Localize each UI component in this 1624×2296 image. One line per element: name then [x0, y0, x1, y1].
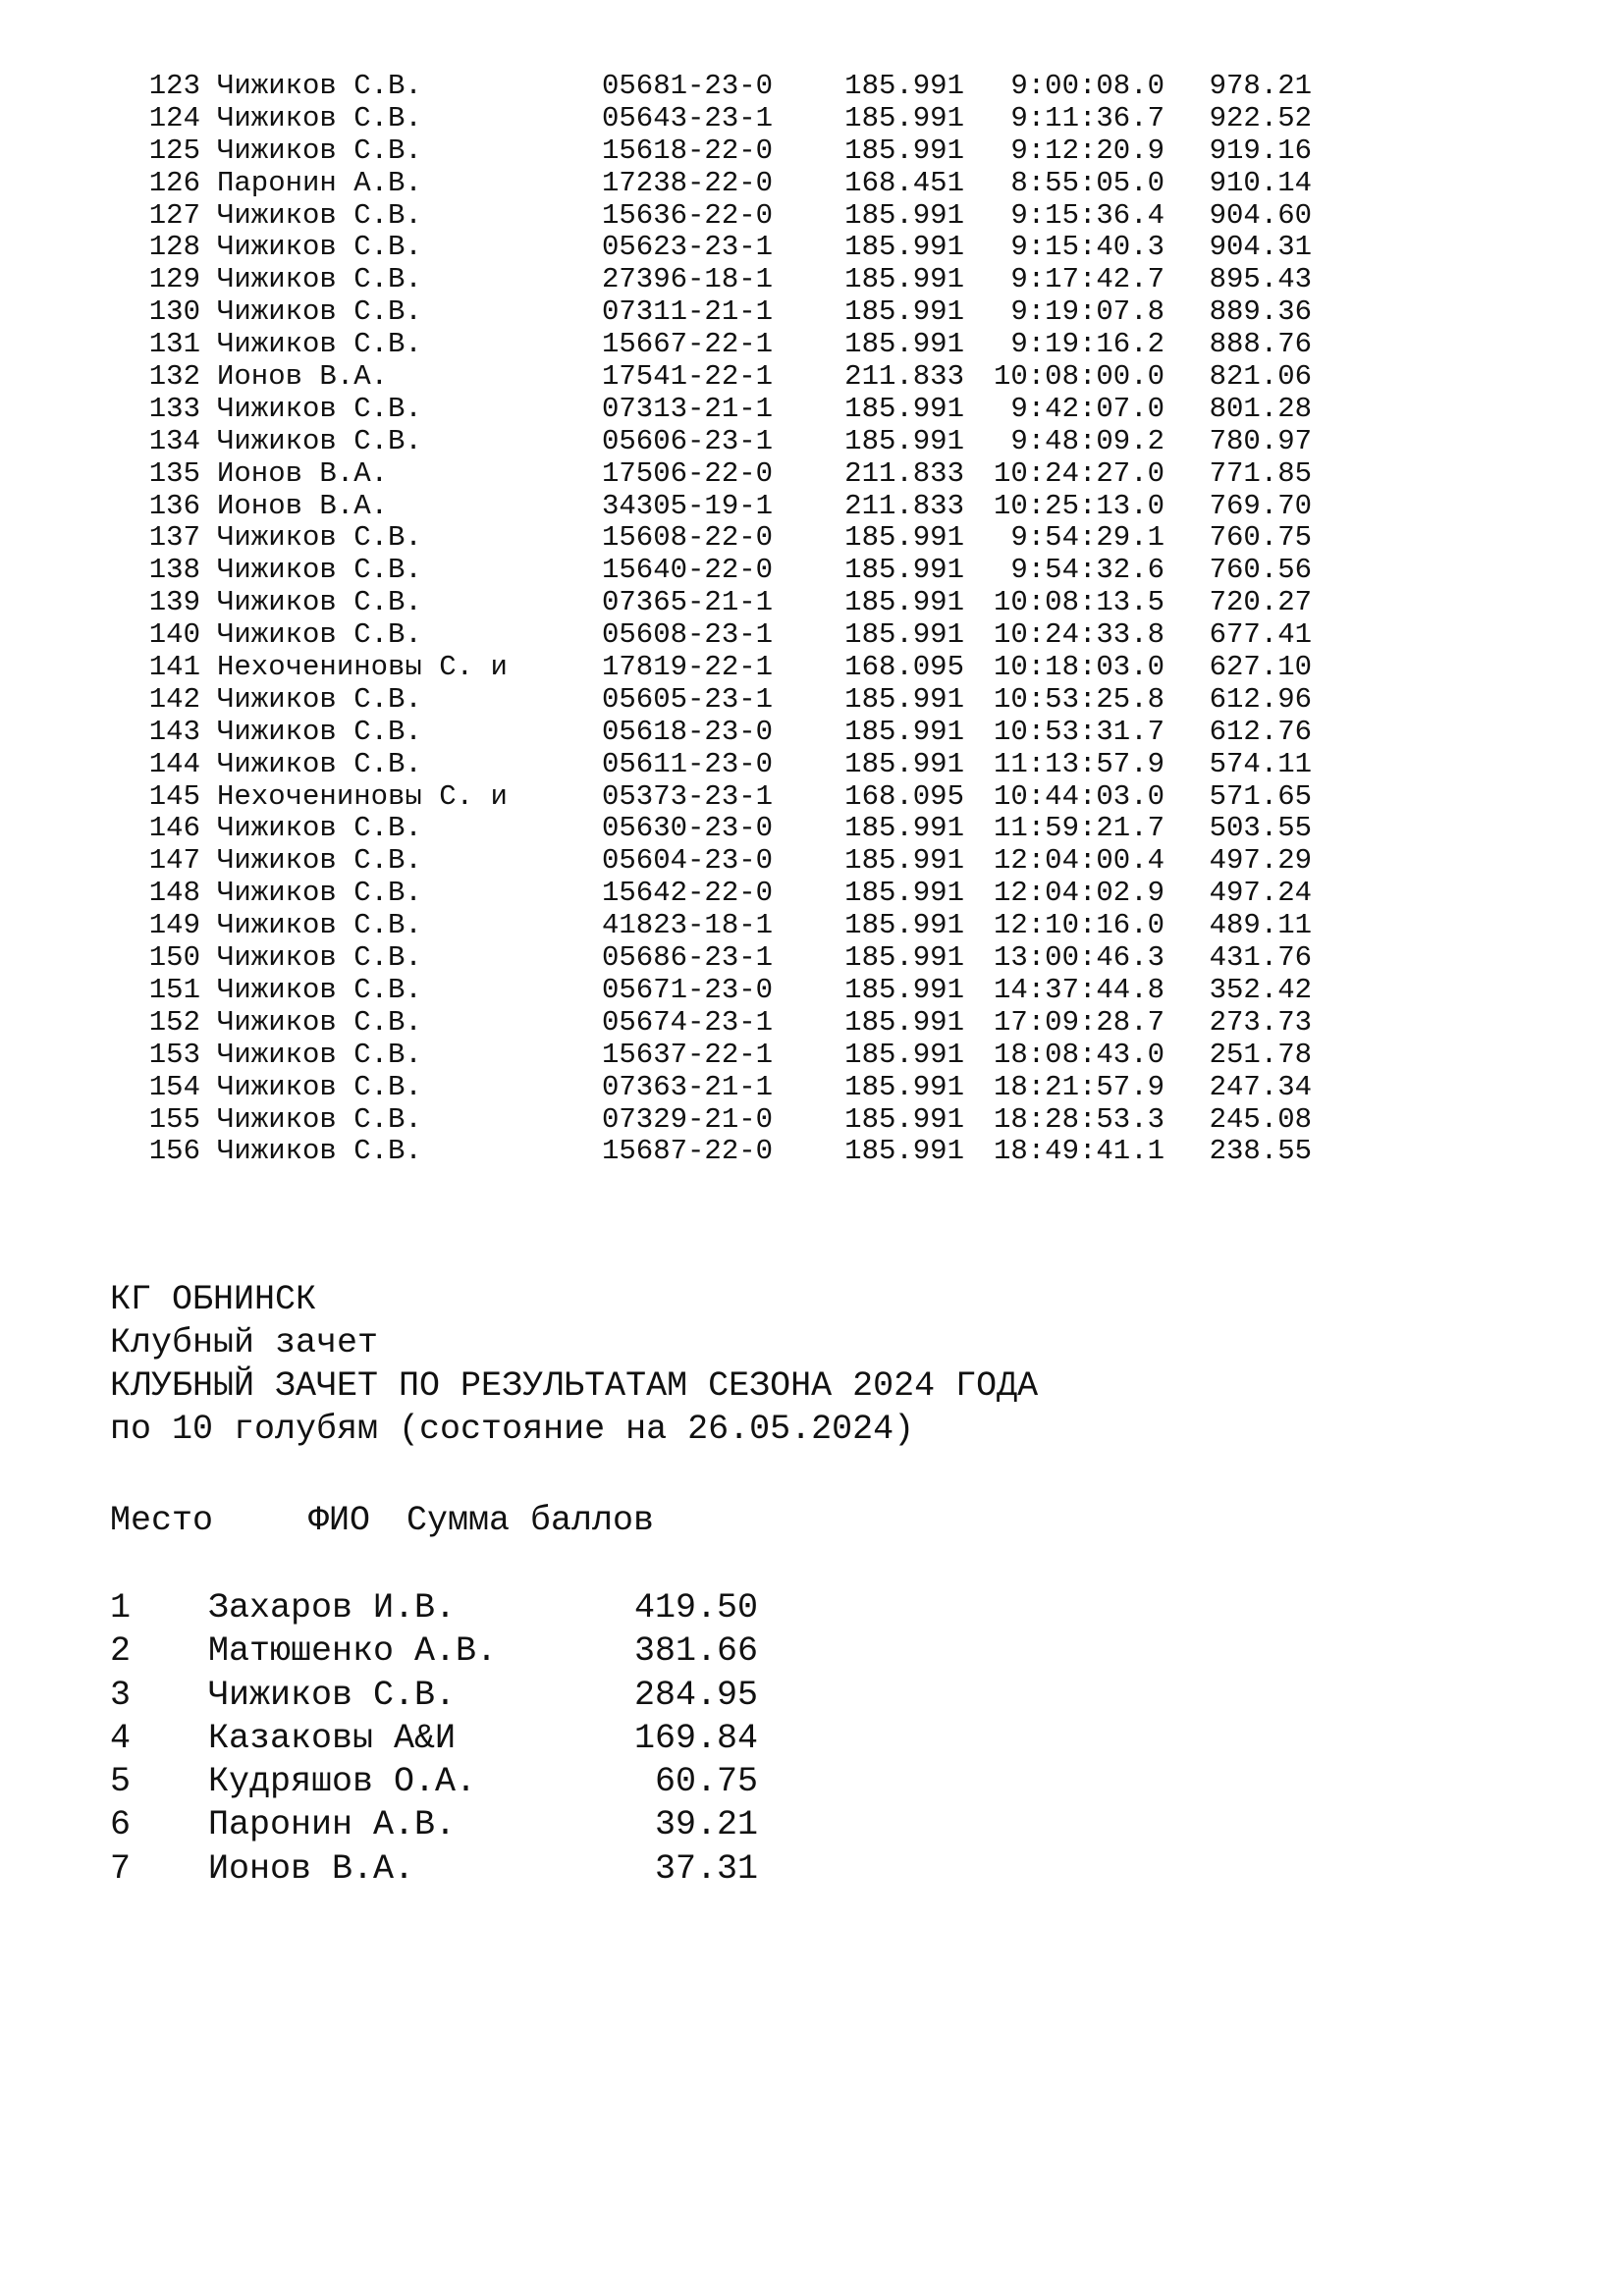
- result-row: [0, 878, 1624, 910]
- result-rank: 127: [148, 198, 200, 232]
- result-row: [0, 361, 1624, 394]
- result-ring-number: 05618-23-0: [602, 715, 774, 748]
- result-fancier-name: Чижиков С.В.: [217, 1038, 422, 1071]
- result-rank: 135: [148, 456, 200, 490]
- result-ring-number: 05674-23-1: [602, 1005, 774, 1039]
- result-arrival-time: 10:53:25.8: [993, 682, 1164, 716]
- standing-name: Ионов В.А.: [208, 1848, 415, 1889]
- result-row: [0, 458, 1624, 491]
- result-speed: 904.60: [1209, 198, 1312, 232]
- result-distance: 211.833: [844, 360, 964, 394]
- result-ring-number: 15637-22-1: [602, 1038, 774, 1071]
- result-speed: 904.31: [1209, 231, 1312, 264]
- result-row: [0, 394, 1624, 426]
- header-fio: ФИО: [308, 1501, 371, 1540]
- result-row: [0, 522, 1624, 555]
- result-speed: 612.76: [1209, 715, 1312, 748]
- result-ring-number: 05604-23-0: [602, 844, 774, 878]
- club-standings-table: [110, 1586, 895, 1891]
- result-arrival-time: 10:24:27.0: [993, 456, 1164, 490]
- standing-row: [110, 1847, 895, 1891]
- result-rank: 146: [148, 812, 200, 845]
- result-row: [0, 910, 1624, 942]
- result-fancier-name: Чижиков С.В.: [217, 1070, 422, 1103]
- result-ring-number: 15636-22-0: [602, 198, 774, 232]
- result-arrival-time: 8:55:05.0: [1010, 166, 1164, 199]
- result-fancier-name: Чижиков С.В.: [217, 101, 422, 134]
- result-distance: 185.991: [844, 424, 964, 457]
- result-ring-number: 07365-21-1: [602, 586, 774, 619]
- result-fancier-name: Чижиков С.В.: [217, 392, 422, 425]
- result-rank: 151: [148, 973, 200, 1006]
- standing-score: 60.75: [654, 1762, 758, 1802]
- result-ring-number: 05605-23-1: [602, 682, 774, 716]
- result-arrival-time: 9:42:07.0: [1010, 392, 1164, 425]
- result-row: [0, 1040, 1624, 1072]
- result-distance: 185.991: [844, 973, 964, 1006]
- result-fancier-name: Чижиков С.В.: [217, 198, 422, 232]
- result-distance: 185.991: [844, 263, 964, 296]
- result-speed: 612.96: [1209, 682, 1312, 716]
- result-fancier-name: Чижиков С.В.: [217, 973, 422, 1006]
- result-row: [0, 619, 1624, 652]
- result-arrival-time: 12:04:00.4: [993, 844, 1164, 878]
- result-ring-number: 41823-18-1: [602, 909, 774, 942]
- org-name: КГ ОБНИНСК: [110, 1280, 317, 1319]
- result-fancier-name: Ионов В.А.: [217, 456, 389, 490]
- result-ring-number: 07329-21-0: [602, 1102, 774, 1136]
- section-subtitle: Клубный зачет: [110, 1323, 379, 1362]
- result-arrival-time: 9:00:08.0: [1010, 70, 1164, 102]
- result-speed: 888.76: [1209, 328, 1312, 361]
- header-sum: Сумма баллов: [406, 1501, 655, 1540]
- result-speed: 720.27: [1209, 586, 1312, 619]
- result-row: [0, 232, 1624, 264]
- result-speed: 251.78: [1209, 1038, 1312, 1071]
- result-ring-number: 05606-23-1: [602, 424, 774, 457]
- result-arrival-time: 9:11:36.7: [1010, 101, 1164, 134]
- result-ring-number: 15640-22-0: [602, 554, 774, 587]
- result-rank: 131: [148, 328, 200, 361]
- result-arrival-time: 9:54:29.1: [1010, 521, 1164, 555]
- result-arrival-time: 18:28:53.3: [993, 1102, 1164, 1136]
- result-arrival-time: 10:18:03.0: [993, 651, 1164, 684]
- result-distance: 185.991: [844, 682, 964, 716]
- result-distance: 185.991: [844, 554, 964, 587]
- result-arrival-time: 9:54:32.6: [1010, 554, 1164, 587]
- result-arrival-time: 13:00:46.3: [993, 941, 1164, 975]
- result-speed: 760.56: [1209, 554, 1312, 587]
- result-distance: 168.095: [844, 779, 964, 813]
- result-distance: 185.991: [844, 1005, 964, 1039]
- standing-row: [110, 1674, 895, 1717]
- result-arrival-time: 9:48:09.2: [1010, 424, 1164, 457]
- result-fancier-name: Чижиков С.В.: [217, 1005, 422, 1039]
- result-speed: 497.24: [1209, 877, 1312, 910]
- result-distance: 185.991: [844, 392, 964, 425]
- result-row: [0, 168, 1624, 200]
- result-fancier-name: Чижиков С.В.: [217, 747, 422, 780]
- result-row: [0, 975, 1624, 1007]
- result-rank: 129: [148, 263, 200, 296]
- result-fancier-name: Чижиков С.В.: [217, 586, 422, 619]
- result-fancier-name: Чижиков С.В.: [217, 521, 422, 555]
- standing-score: 37.31: [654, 1848, 758, 1889]
- result-ring-number: 05630-23-0: [602, 812, 774, 845]
- result-distance: 211.833: [844, 489, 964, 522]
- result-arrival-time: 9:12:20.9: [1010, 133, 1164, 167]
- standing-row: [110, 1803, 895, 1846]
- result-speed: 352.42: [1209, 973, 1312, 1006]
- result-rank: 145: [148, 779, 200, 813]
- result-row: [0, 1136, 1624, 1168]
- result-ring-number: 05686-23-1: [602, 941, 774, 975]
- result-ring-number: 17541-22-1: [602, 360, 774, 394]
- result-fancier-name: Чижиков С.В.: [217, 909, 422, 942]
- result-row: [0, 135, 1624, 168]
- result-distance: 185.991: [844, 1135, 964, 1168]
- result-distance: 211.833: [844, 456, 964, 490]
- result-ring-number: 05681-23-0: [602, 70, 774, 102]
- result-speed: 919.16: [1209, 133, 1312, 167]
- result-arrival-time: 9:17:42.7: [1010, 263, 1164, 296]
- result-rank: 147: [148, 844, 200, 878]
- result-ring-number: 27396-18-1: [602, 263, 774, 296]
- result-ring-number: 34305-19-1: [602, 489, 774, 522]
- standings-column-headers: [110, 1499, 797, 1542]
- result-distance: 168.095: [844, 651, 964, 684]
- result-rank: 139: [148, 586, 200, 619]
- result-row: [0, 813, 1624, 845]
- result-speed: 503.55: [1209, 812, 1312, 845]
- standing-name: Паронин А.В.: [208, 1805, 457, 1845]
- result-ring-number: 17238-22-0: [602, 166, 774, 199]
- standing-row: [110, 1717, 895, 1760]
- result-arrival-time: 11:13:57.9: [993, 747, 1164, 780]
- result-speed: 431.76: [1209, 941, 1312, 975]
- result-fancier-name: Чижиков С.В.: [217, 554, 422, 587]
- result-speed: 677.41: [1209, 618, 1312, 652]
- result-row: [0, 1007, 1624, 1040]
- result-row: [0, 1104, 1624, 1137]
- result-ring-number: 05373-23-1: [602, 779, 774, 813]
- standing-score: 284.95: [633, 1675, 758, 1715]
- result-row: [0, 942, 1624, 975]
- result-rank: 155: [148, 1102, 200, 1136]
- result-rank: 137: [148, 521, 200, 555]
- result-arrival-time: 10:53:31.7: [993, 715, 1164, 748]
- result-speed: 574.11: [1209, 747, 1312, 780]
- result-row: [0, 587, 1624, 619]
- result-speed: 571.65: [1209, 779, 1312, 813]
- result-speed: 780.97: [1209, 424, 1312, 457]
- result-arrival-time: 12:04:02.9: [993, 877, 1164, 910]
- result-ring-number: 15687-22-0: [602, 1135, 774, 1168]
- standing-score: 419.50: [633, 1588, 758, 1628]
- result-ring-number: 05611-23-0: [602, 747, 774, 780]
- result-distance: 168.451: [844, 166, 964, 199]
- result-row: [0, 555, 1624, 587]
- result-rank: 140: [148, 618, 200, 652]
- result-speed: 247.34: [1209, 1070, 1312, 1103]
- standing-place: 5: [110, 1762, 132, 1802]
- result-row: [0, 296, 1624, 329]
- standing-row: [110, 1760, 895, 1803]
- result-rank: 130: [148, 295, 200, 329]
- result-arrival-time: 17:09:28.7: [993, 1005, 1164, 1039]
- result-distance: 185.991: [844, 70, 964, 102]
- result-row: [0, 103, 1624, 135]
- result-fancier-name: Чижиков С.В.: [217, 133, 422, 167]
- result-rank: 132: [148, 360, 200, 394]
- standings-basis: по 10 голубям (состояние на 26.05.2024): [110, 1410, 915, 1449]
- result-ring-number: 07313-21-1: [602, 392, 774, 425]
- result-arrival-time: 18:49:41.1: [993, 1135, 1164, 1168]
- result-ring-number: 07363-21-1: [602, 1070, 774, 1103]
- result-row: [0, 491, 1624, 523]
- result-speed: 489.11: [1209, 909, 1312, 942]
- result-fancier-name: Ионов В.А.: [217, 489, 389, 522]
- result-distance: 185.991: [844, 1102, 964, 1136]
- result-arrival-time: 18:21:57.9: [993, 1070, 1164, 1103]
- result-rank: 150: [148, 941, 200, 975]
- result-arrival-time: 9:15:36.4: [1010, 198, 1164, 232]
- result-fancier-name: Нехочениновы С. и: [217, 651, 508, 684]
- result-distance: 185.991: [844, 844, 964, 878]
- result-arrival-time: 10:08:00.0: [993, 360, 1164, 394]
- result-speed: 910.14: [1209, 166, 1312, 199]
- result-row: [0, 652, 1624, 684]
- standing-place: 6: [110, 1805, 132, 1845]
- result-speed: 895.43: [1209, 263, 1312, 296]
- result-speed: 497.29: [1209, 844, 1312, 878]
- result-fancier-name: Чижиков С.В.: [217, 1102, 422, 1136]
- race-results-table: [0, 71, 1624, 1168]
- result-arrival-time: 18:08:43.0: [993, 1038, 1164, 1071]
- result-rank: 133: [148, 392, 200, 425]
- result-fancier-name: Чижиков С.В.: [217, 877, 422, 910]
- result-distance: 185.991: [844, 133, 964, 167]
- result-rank: 148: [148, 877, 200, 910]
- result-distance: 185.991: [844, 747, 964, 780]
- result-rank: 136: [148, 489, 200, 522]
- result-distance: 185.991: [844, 941, 964, 975]
- result-arrival-time: 10:24:33.8: [993, 618, 1164, 652]
- result-speed: 821.06: [1209, 360, 1312, 394]
- result-ring-number: 05623-23-1: [602, 231, 774, 264]
- result-ring-number: 17506-22-0: [602, 456, 774, 490]
- result-arrival-time: 11:59:21.7: [993, 812, 1164, 845]
- result-distance: 185.991: [844, 101, 964, 134]
- result-row: [0, 749, 1624, 781]
- result-speed: 238.55: [1209, 1135, 1312, 1168]
- result-distance: 185.991: [844, 909, 964, 942]
- section-title: КЛУБНЫЙ ЗАЧЕТ ПО РЕЗУЛЬТАТАМ СЕЗОНА 2024 ГОДА: [110, 1366, 1039, 1406]
- result-distance: 185.991: [844, 812, 964, 845]
- result-row: [0, 264, 1624, 296]
- result-distance: 185.991: [844, 198, 964, 232]
- standing-row: [110, 1586, 895, 1629]
- result-distance: 185.991: [844, 1038, 964, 1071]
- standing-place: 1: [110, 1588, 132, 1628]
- result-fancier-name: Чижиков С.В.: [217, 295, 422, 329]
- result-rank: 125: [148, 133, 200, 167]
- result-row: [0, 717, 1624, 749]
- result-fancier-name: Нехочениновы С. и: [217, 779, 508, 813]
- result-rank: 152: [148, 1005, 200, 1039]
- result-rank: 153: [148, 1038, 200, 1071]
- result-row: [0, 329, 1624, 361]
- result-fancier-name: Чижиков С.В.: [217, 70, 422, 102]
- standing-row: [110, 1629, 895, 1673]
- standing-place: 3: [110, 1675, 132, 1715]
- result-distance: 185.991: [844, 231, 964, 264]
- result-rank: 142: [148, 682, 200, 716]
- result-rank: 156: [148, 1135, 200, 1168]
- result-distance: 185.991: [844, 328, 964, 361]
- standing-place: 4: [110, 1718, 132, 1758]
- result-fancier-name: Чижиков С.В.: [217, 618, 422, 652]
- result-fancier-name: Ионов В.А.: [217, 360, 389, 394]
- result-arrival-time: 14:37:44.8: [993, 973, 1164, 1006]
- result-arrival-time: 10:25:13.0: [993, 489, 1164, 522]
- result-arrival-time: 12:10:16.0: [993, 909, 1164, 942]
- result-ring-number: 15608-22-0: [602, 521, 774, 555]
- result-fancier-name: Чижиков С.В.: [217, 231, 422, 264]
- result-speed: 627.10: [1209, 651, 1312, 684]
- result-fancier-name: Чижиков С.В.: [217, 263, 422, 296]
- result-rank: 128: [148, 231, 200, 264]
- result-speed: 922.52: [1209, 101, 1312, 134]
- result-row: [0, 845, 1624, 878]
- result-speed: 801.28: [1209, 392, 1312, 425]
- standing-score: 169.84: [633, 1718, 758, 1758]
- result-fancier-name: Чижиков С.В.: [217, 844, 422, 878]
- standing-score: 381.66: [633, 1631, 758, 1672]
- result-ring-number: 15667-22-1: [602, 328, 774, 361]
- result-fancier-name: Чижиков С.В.: [217, 941, 422, 975]
- result-distance: 185.991: [844, 521, 964, 555]
- club-standings-header-block: [110, 1278, 1485, 1451]
- result-row: [0, 71, 1624, 103]
- result-rank: 123: [148, 70, 200, 102]
- result-rank: 154: [148, 1070, 200, 1103]
- standing-name: Кудряшов О.А.: [208, 1762, 477, 1802]
- result-distance: 185.991: [844, 1070, 964, 1103]
- result-speed: 771.85: [1209, 456, 1312, 490]
- result-fancier-name: Чижиков С.В.: [217, 682, 422, 716]
- result-ring-number: 05643-23-1: [602, 101, 774, 134]
- result-ring-number: 15642-22-0: [602, 877, 774, 910]
- result-arrival-time: 10:08:13.5: [993, 586, 1164, 619]
- result-distance: 185.991: [844, 295, 964, 329]
- result-arrival-time: 9:15:40.3: [1010, 231, 1164, 264]
- result-fancier-name: Чижиков С.В.: [217, 424, 422, 457]
- result-rank: 143: [148, 715, 200, 748]
- standing-place: 2: [110, 1631, 132, 1672]
- result-rank: 126: [148, 166, 200, 199]
- result-distance: 185.991: [844, 877, 964, 910]
- header-place: Место: [110, 1501, 214, 1540]
- standing-name: Казаковы А&И: [208, 1718, 457, 1758]
- standing-name: Чижиков С.В.: [208, 1675, 457, 1715]
- standing-name: Матюшенко А.В.: [208, 1631, 498, 1672]
- result-ring-number: 07311-21-1: [602, 295, 774, 329]
- result-rank: 138: [148, 554, 200, 587]
- result-distance: 185.991: [844, 715, 964, 748]
- result-rank: 149: [148, 909, 200, 942]
- result-row: [0, 200, 1624, 233]
- result-rank: 141: [148, 651, 200, 684]
- result-rank: 134: [148, 424, 200, 457]
- result-rank: 144: [148, 747, 200, 780]
- result-speed: 273.73: [1209, 1005, 1312, 1039]
- result-arrival-time: 10:44:03.0: [993, 779, 1164, 813]
- result-arrival-time: 9:19:16.2: [1010, 328, 1164, 361]
- result-speed: 889.36: [1209, 295, 1312, 329]
- standing-place: 7: [110, 1848, 132, 1889]
- result-speed: 245.08: [1209, 1102, 1312, 1136]
- result-ring-number: 05608-23-1: [602, 618, 774, 652]
- result-arrival-time: 9:19:07.8: [1010, 295, 1164, 329]
- result-ring-number: 05671-23-0: [602, 973, 774, 1006]
- result-fancier-name: Чижиков С.В.: [217, 812, 422, 845]
- standing-score: 39.21: [654, 1805, 758, 1845]
- standing-name: Захаров И.В.: [208, 1588, 457, 1628]
- result-fancier-name: Чижиков С.В.: [217, 328, 422, 361]
- result-ring-number: 17819-22-1: [602, 651, 774, 684]
- result-row: [0, 1072, 1624, 1104]
- result-row: [0, 684, 1624, 717]
- result-speed: 769.70: [1209, 489, 1312, 522]
- result-distance: 185.991: [844, 618, 964, 652]
- result-row: [0, 426, 1624, 458]
- result-row: [0, 781, 1624, 814]
- result-speed: 978.21: [1209, 70, 1312, 102]
- result-ring-number: 15618-22-0: [602, 133, 774, 167]
- result-speed: 760.75: [1209, 521, 1312, 555]
- result-rank: 124: [148, 101, 200, 134]
- result-fancier-name: Паронин А.В.: [217, 166, 422, 199]
- result-fancier-name: Чижиков С.В.: [217, 715, 422, 748]
- result-fancier-name: Чижиков С.В.: [217, 1135, 422, 1168]
- result-distance: 185.991: [844, 586, 964, 619]
